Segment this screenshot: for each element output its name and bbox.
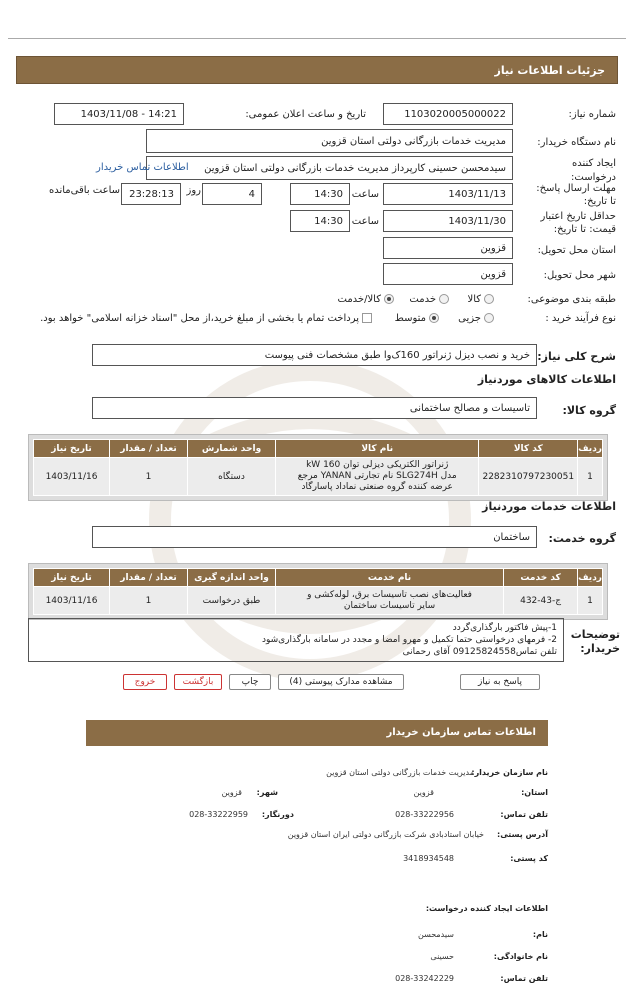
goods-table xyxy=(28,434,608,501)
need-number-label: شماره نیاز: xyxy=(568,109,616,120)
creator-phone-label: تلفن تماس: xyxy=(500,974,548,983)
contact-address-label: آدرس پستی: xyxy=(497,830,548,839)
attachments-button[interactable]: مشاهده مدارک پیوستی (4) xyxy=(278,674,404,690)
contact-header: اطلاعات تماس سازمان خریدار xyxy=(86,720,548,746)
cell-date: 1403/11/16 xyxy=(34,587,110,615)
contact-phone-value: 028-33222956 xyxy=(395,810,454,819)
page-title: جزئیات اطلاعات نیاز xyxy=(494,64,605,77)
province-field[interactable]: قزوین xyxy=(383,237,513,259)
process-option-medium[interactable]: متوسط xyxy=(395,313,439,324)
city-field[interactable]: قزوین xyxy=(383,263,513,285)
reply-date-field[interactable]: 1403/11/13 xyxy=(383,183,513,205)
remaining-field[interactable]: 23:28:13 xyxy=(121,183,181,205)
validity-date-field[interactable]: 1403/11/30 xyxy=(383,210,513,232)
table-row xyxy=(34,587,603,615)
payment-checkbox[interactable]: پرداخت تمام یا بخشی از مبلغ خرید،از محل "اسناد خزانه اسلامی" خواهد بود. xyxy=(40,313,372,324)
creator-field[interactable]: سیدمحسن حسینی کارپرداز مدیریت خدمات بازرگانی دولتی استان قزوین xyxy=(146,156,513,180)
services-section-title: اطلاعات خدمات موردنیاز xyxy=(482,500,616,513)
cell-date: 1403/11/16 xyxy=(34,458,110,496)
checkbox-icon xyxy=(362,313,372,323)
cell-unit: دستگاه xyxy=(188,458,276,496)
goods-group-field[interactable]: تاسیسات و مصالح ساختمانی xyxy=(92,397,537,419)
notes-line: 2- فرمهای درخواستی حتما تکمیل و مهرو امضا و مجدد در سامانه بارگذاری‌شود xyxy=(261,635,557,645)
contact-org-label: نام سازمان خریدار: xyxy=(471,768,548,777)
category-label: طبقه بندی موضوعی: xyxy=(527,294,616,305)
category-option-service[interactable]: خدمت xyxy=(409,294,449,305)
summary-label: شرح کلی نیاز: xyxy=(537,350,616,363)
category-option-goods[interactable]: کالا xyxy=(467,294,494,305)
table-row xyxy=(34,458,603,496)
cell-code: ج-43-432 xyxy=(504,587,578,615)
col-qty: تعداد / مقدار xyxy=(110,440,188,458)
validity-time-field[interactable]: 14:30 xyxy=(290,210,350,232)
validity-label: حداقل تاریخ اعتبار قیمت: تا تاریخ: xyxy=(540,211,616,235)
contact-city-label: شهر: xyxy=(256,788,278,797)
contact-province-value: قزوین xyxy=(413,788,434,797)
city-label: شهر محل تحویل: xyxy=(543,270,616,281)
col-unit: واحد اندازه گیری xyxy=(188,569,276,587)
contact-fax-label: دورنگار: xyxy=(261,810,294,819)
col-row: ردیف xyxy=(578,569,603,587)
cell-unit: طبق درخواست xyxy=(188,587,276,615)
creator-first-value: سیدمحسن xyxy=(418,930,454,939)
buyer-contact-link[interactable]: اطلاعات تماس خریدار xyxy=(96,162,189,173)
col-date: تاریخ نیاز xyxy=(34,569,110,587)
radio-icon xyxy=(484,294,494,304)
creator-section-title: اطلاعات ایجاد کننده درخواست: xyxy=(425,904,548,913)
validity-time-label: ساعت xyxy=(351,216,379,227)
col-row: ردیف xyxy=(578,440,603,458)
cell-qty: 1 xyxy=(110,587,188,615)
creator-last-label: نام خانوادگی: xyxy=(493,952,548,961)
contact-city-value: قزوین xyxy=(221,788,242,797)
reply-deadline-label: مهلت ارسال پاسخ: تا تاریخ: xyxy=(536,183,616,207)
creator-first-label: نام: xyxy=(532,930,548,939)
days-label: روز xyxy=(186,185,201,196)
process-option-minor[interactable]: جزیی xyxy=(458,313,494,324)
contact-org-value: مدیریت خدمات بازرگانی دولتی استان قزوین xyxy=(326,768,474,777)
col-name: نام کالا xyxy=(276,440,479,458)
contact-fax-value: 028-33222959 xyxy=(189,810,248,819)
announce-field[interactable]: 1403/11/08 - 14:21 xyxy=(54,103,184,125)
notes-label: توضیحات خریدار: xyxy=(570,628,620,655)
radio-icon xyxy=(439,294,449,304)
buyer-org-field[interactable]: مدیریت خدمات بازرگانی دولتی استان قزوین xyxy=(146,129,513,153)
cell-code: 2282310797230051 xyxy=(479,458,578,496)
col-date: تاریخ نیاز xyxy=(34,440,110,458)
announce-label: تاریخ و ساعت اعلان عمومی: xyxy=(245,109,366,120)
exit-button[interactable]: خروج xyxy=(123,674,167,690)
summary-field[interactable]: خرید و نصب دیزل ژنراتور 160ک‌وا طبق مشخصات فنی پیوست xyxy=(92,344,537,366)
radio-selected-icon xyxy=(429,313,439,323)
category-option-both[interactable]: کالا/خدمت xyxy=(338,294,395,305)
goods-group-label: گروه کالا: xyxy=(562,404,616,417)
contact-address-value: خیابان استادبادی شرکت بازرگانی دولتی ایران استان قزوین xyxy=(287,830,484,839)
province-label: استان محل تحویل: xyxy=(537,245,616,256)
cell-row: 1 xyxy=(578,458,603,496)
col-unit: واحد شمارش xyxy=(188,440,276,458)
radio-icon xyxy=(484,313,494,323)
creator-phone-value: 028-33242229 xyxy=(395,974,454,983)
process-label: نوع فرآیند خرید : xyxy=(545,313,616,324)
creator-label: ایجاد کننده درخواست: xyxy=(571,158,616,183)
col-code: کد کالا xyxy=(479,440,578,458)
contact-postal-value: 3418934548 xyxy=(403,854,454,863)
col-qty: تعداد / مقدار xyxy=(110,569,188,587)
cell-name: فعالیت‌های نصب تاسیسات برق، لوله‌کشی و سایر تاسیسات ساختمان xyxy=(276,587,504,615)
reply-time-field[interactable]: 14:30 xyxy=(290,183,350,205)
col-name: نام خدمت xyxy=(276,569,504,587)
print-button[interactable]: چاپ xyxy=(229,674,271,690)
top-divider xyxy=(8,38,626,39)
contact-postal-label: کد پستی: xyxy=(510,854,548,863)
notes-box xyxy=(28,618,564,662)
contact-province-label: استان: xyxy=(521,788,548,797)
need-number-field[interactable]: 1103020005000022 xyxy=(383,103,513,125)
cell-name: ژنراتور الکتریکی دیزلی توان 160 kW مدل SLG274H نام تجارتی YANAN مرجع عرضه کننده گروه صنعتی نماداد پاسارگاد xyxy=(276,458,479,496)
services-group-label: گروه خدمت: xyxy=(548,532,616,545)
creator-last-value: حسینی xyxy=(430,952,454,961)
cell-row: 1 xyxy=(578,587,603,615)
remaining-label: ساعت باقی‌مانده xyxy=(48,185,120,196)
notes-line: 1-پیش فاکتور بارگذاری‌گردد xyxy=(452,623,557,633)
services-table xyxy=(28,563,608,620)
notes-line: تلفن تماس09125824558 آقای رحمانی xyxy=(402,647,557,657)
radio-selected-icon xyxy=(384,294,394,304)
days-field[interactable]: 4 xyxy=(202,183,262,205)
services-group-field[interactable]: ساختمان xyxy=(92,526,537,548)
page-header xyxy=(16,56,618,84)
cell-qty: 1 xyxy=(110,458,188,496)
reply-time-label: ساعت xyxy=(351,189,379,200)
reply-button[interactable]: پاسخ به نیاز xyxy=(460,674,540,690)
back-button[interactable]: بازگشت xyxy=(174,674,222,690)
goods-section-title: اطلاعات کالاهای موردنیاز xyxy=(477,373,616,386)
col-code: کد خدمت xyxy=(504,569,578,587)
buyer-org-label: نام دستگاه خریدار: xyxy=(537,137,616,148)
contact-phone-label: تلفن تماس: xyxy=(500,810,548,819)
